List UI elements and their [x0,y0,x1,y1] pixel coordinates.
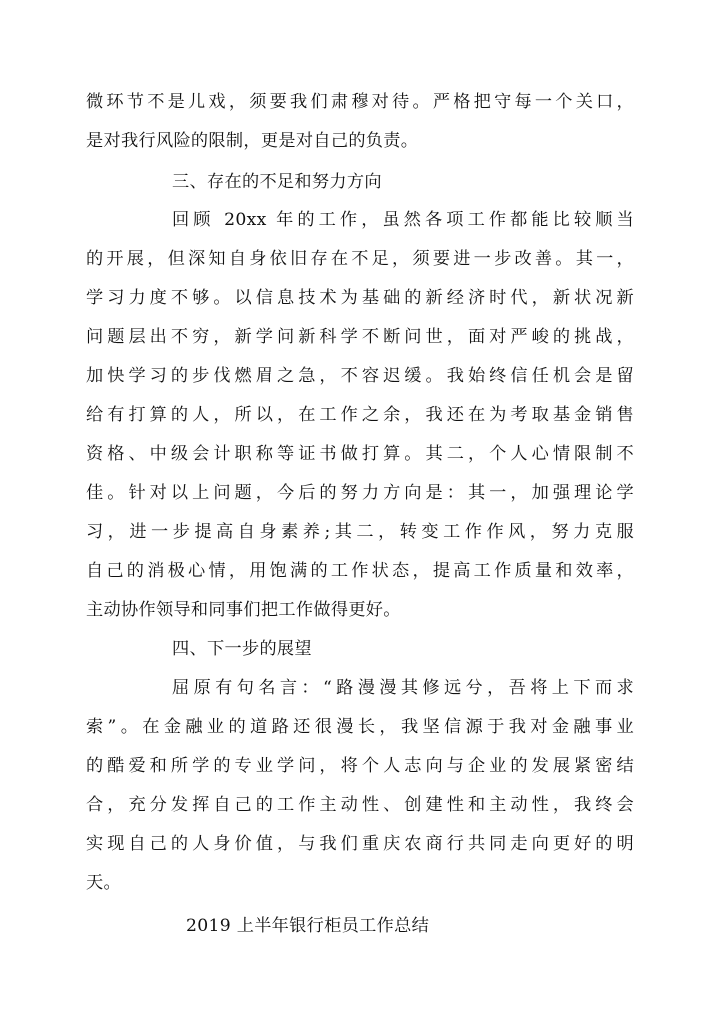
paragraph-line: 的酷爱和所学的专业学问，将个人志向与企业的发展紧密结 [86,756,634,776]
paragraph-line: 回顾 20xx 年的工作，虽然各项工作都能比较顺当 [172,210,634,230]
paragraph-line: 索”。在金融业的道路还很漫长，我坚信源于我对金融事业 [86,717,634,737]
next-document-title: 2019 上半年银行柜员工作总结 [186,916,430,936]
paragraph-line: 习，进一步提高自身素养;其二，转变工作作风，努力克服 [86,522,634,542]
paragraph-line: 是对我行风险的限制，更是对自己的负责。 [86,131,419,151]
paragraph-line: 天。 [86,873,121,893]
paragraph-line: 资格、中级会计职称等证书做打算。其二，个人心情限制不 [86,444,634,464]
paragraph-line: 给有打算的人，所以，在工作之余，我还在为考取基金销售 [86,405,634,425]
section-heading: 三、存在的不足和努力方向 [172,172,382,192]
paragraph-line: 屈原有句名言：“路漫漫其修远兮，吾将上下而求 [172,678,634,698]
paragraph-line: 佳。针对以上问题，今后的努力方向是：其一，加强理论学 [86,483,634,503]
paragraph-line: 加快学习的步伐燃眉之急，不容迟缓。我始终信任机会是留 [86,366,634,386]
paragraph-line: 合，充分发挥自己的工作主动性、创建性和主动性，我终会 [86,795,634,815]
paragraph-line: 实现自己的人身价值，与我们重庆农商行共同走向更好的明 [86,834,634,854]
section-heading: 四、下一步的展望 [172,639,312,659]
paragraph-line: 微环节不是儿戏，须要我们肃穆对待。严格把守每一个关口， [86,92,634,112]
paragraph-line: 的开展，但深知自身依旧存在不足，须要进一步改善。其一， [86,249,634,269]
paragraph-line: 学习力度不够。以信息技术为基础的新经济时代，新状况新 [86,288,634,308]
paragraph-line: 问题层出不穷，新学问新科学不断问世，面对严峻的挑战， [86,327,634,347]
paragraph-line: 主动协作领导和同事们把工作做得更好。 [86,600,401,620]
paragraph-line: 自己的消极心情，用饱满的工作状态，提高工作质量和效率， [86,561,634,581]
